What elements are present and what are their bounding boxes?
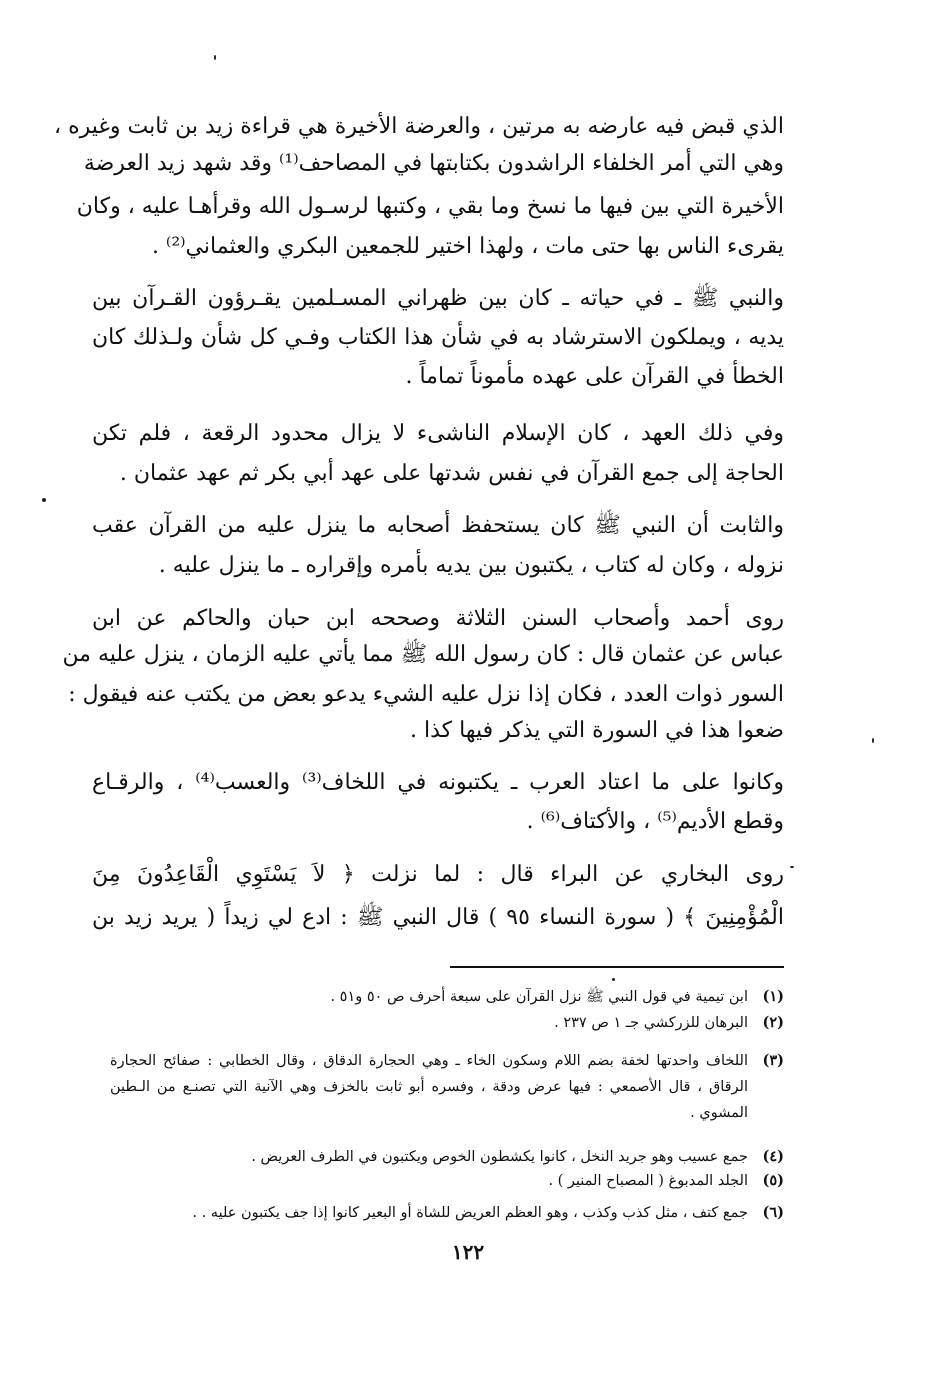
body-line: يقرىء الناس بها حتى مات ، ولهذا اختير للجمعين البكري والعثماني⁽²⁾ .: [151, 234, 784, 259]
body-line: نزوله ، وكان له كتاب ، يكتبون بين يديه بأمره وإقراره ـ ما ينزل عليه .: [158, 553, 784, 578]
page-number: ١٢٢: [451, 1240, 485, 1264]
footnote-number: (٤): [762, 1148, 784, 1165]
body-line: الخطأ في القرآن على عهده مأموناً تماماً .: [405, 364, 784, 389]
footnote-number: (٣): [762, 1052, 784, 1069]
body-line: عباس عن عثمان قال : كان رسول الله ﷺ مما يأتي عليه الزمان ، ينزل عليه من: [62, 642, 784, 667]
body-line: الأخيرة التي بين فيها ما نسخ وما بقي ، وكتبها لرسـول الله وقرأهـا عليه ، وكان: [76, 194, 784, 219]
body-line: يديه ، ويملكون الاسترشاد به في شأن هذا الكتاب وفـي كل شأن ولـذلك كان: [92, 325, 784, 350]
body-line: وفي ذلك العهد ، كان الإسلام الناشىء لا يزال محدود الرقعة ، فلم تكن: [92, 421, 784, 446]
footnote-text: الرقاق ، قال الأصمعي : فيها عرض ودقة ، وفسره أبو ثابت بالخزف وهي الآنية التي تصنـع من الـطين: [110, 1079, 748, 1095]
footnote-text: اللخاف واحدتها لخفة بضم اللام وسكون الخاء ـ وهي الحجارة الدقاق ، وقال الخطابي : صفائح الحجارة: [110, 1053, 748, 1069]
footnote-number: (٦): [762, 1204, 784, 1221]
body-line: والنبي ﷺ ـ في حياته ـ كان بين ظهراني المسـلمين يقـرؤون القـرآن بين: [92, 286, 784, 311]
body-line: الْمُؤْمِنِينَ ﴾ ( سورة النساء ٩٥ ) قال النبي ﷺ : ادع لي زيداً ( يريد زيد بن: [92, 905, 784, 930]
footnote-number: (١): [762, 988, 784, 1005]
body-line: وهي التي أمر الخلفاء الراشدون بكتابتها في المصاحف⁽¹⁾ وقد شهد زيد العرضة: [83, 151, 784, 176]
footnote-number: (٢): [762, 1014, 784, 1031]
scan-speck: [872, 738, 874, 743]
body-line: وقطع الأديم⁽⁵⁾ ، والأكتاف⁽⁶⁾ .: [526, 809, 784, 834]
footnote-text: الجلد المدبوغ ( المصباح المنير ) .: [548, 1173, 748, 1189]
scan-speck: [42, 498, 46, 502]
scan-speck: [790, 866, 794, 868]
scan-speck: [214, 55, 216, 60]
body-line: والثابت أن النبي ﷺ كان يستحفظ أصحابه ما ينزل عليه من القرآن عقب: [92, 513, 784, 538]
body-line: الذي قبض فيه عارضه به مرتين ، والعرضة الأخيرة هي قراءة زيد بن ثابت وغيره ،: [54, 114, 784, 139]
body-line: الحاجة إلى جمع القرآن في نفس شدتها على عهد أبي بكر ثم عهد عثمان .: [119, 461, 784, 486]
footnote-separator: [450, 966, 784, 968]
footnote-number: (٥): [762, 1172, 784, 1189]
body-line: ضعوا هذا في السورة التي يذكر فيها كذا .: [410, 718, 784, 743]
footnote-text: البرهان للزركشي جـ ١ ص ٢٣٧ .: [554, 1015, 748, 1031]
footnote-text: جمع كتف ، مثل كذب وكذب ، وهو العظم العريض للشاة أو البعير كانوا إذا جف يكتبون عليه . .: [192, 1205, 748, 1221]
body-line: السور ذوات العدد ، فكان إذا نزل عليه الشيء يدعو بعض من يكتب عنه فيقول :: [68, 682, 784, 707]
footnote-text: ابن تيمية في قول النبي ﷺ نزل القرآن على سبعة أحرف ص ٥٠ و٥١ .: [330, 989, 748, 1005]
body-line: روى أحمد وأصحاب السنن الثلاثة وصححه ابن حبان والحاكم عن ابن: [92, 606, 784, 631]
body-line: روى البخاري عن البراء قال : لما نزلت ﴿ لاَ يَسْتَوِي الْقَاعِدُونَ مِنَ: [92, 862, 784, 887]
footnote-text: جمع عسيب وهو جريد النخل ، كانوا يكشطون الخوص ويكتبون في الطرف العريض .: [251, 1149, 748, 1165]
footnote-text: المشوي .: [690, 1105, 748, 1121]
scan-speck: [612, 978, 615, 981]
body-line: وكانوا على ما اعتاد العرب ـ يكتبونه في اللخاف⁽³⁾ والعسب⁽⁴⁾ ، والرقـاع: [92, 770, 784, 795]
